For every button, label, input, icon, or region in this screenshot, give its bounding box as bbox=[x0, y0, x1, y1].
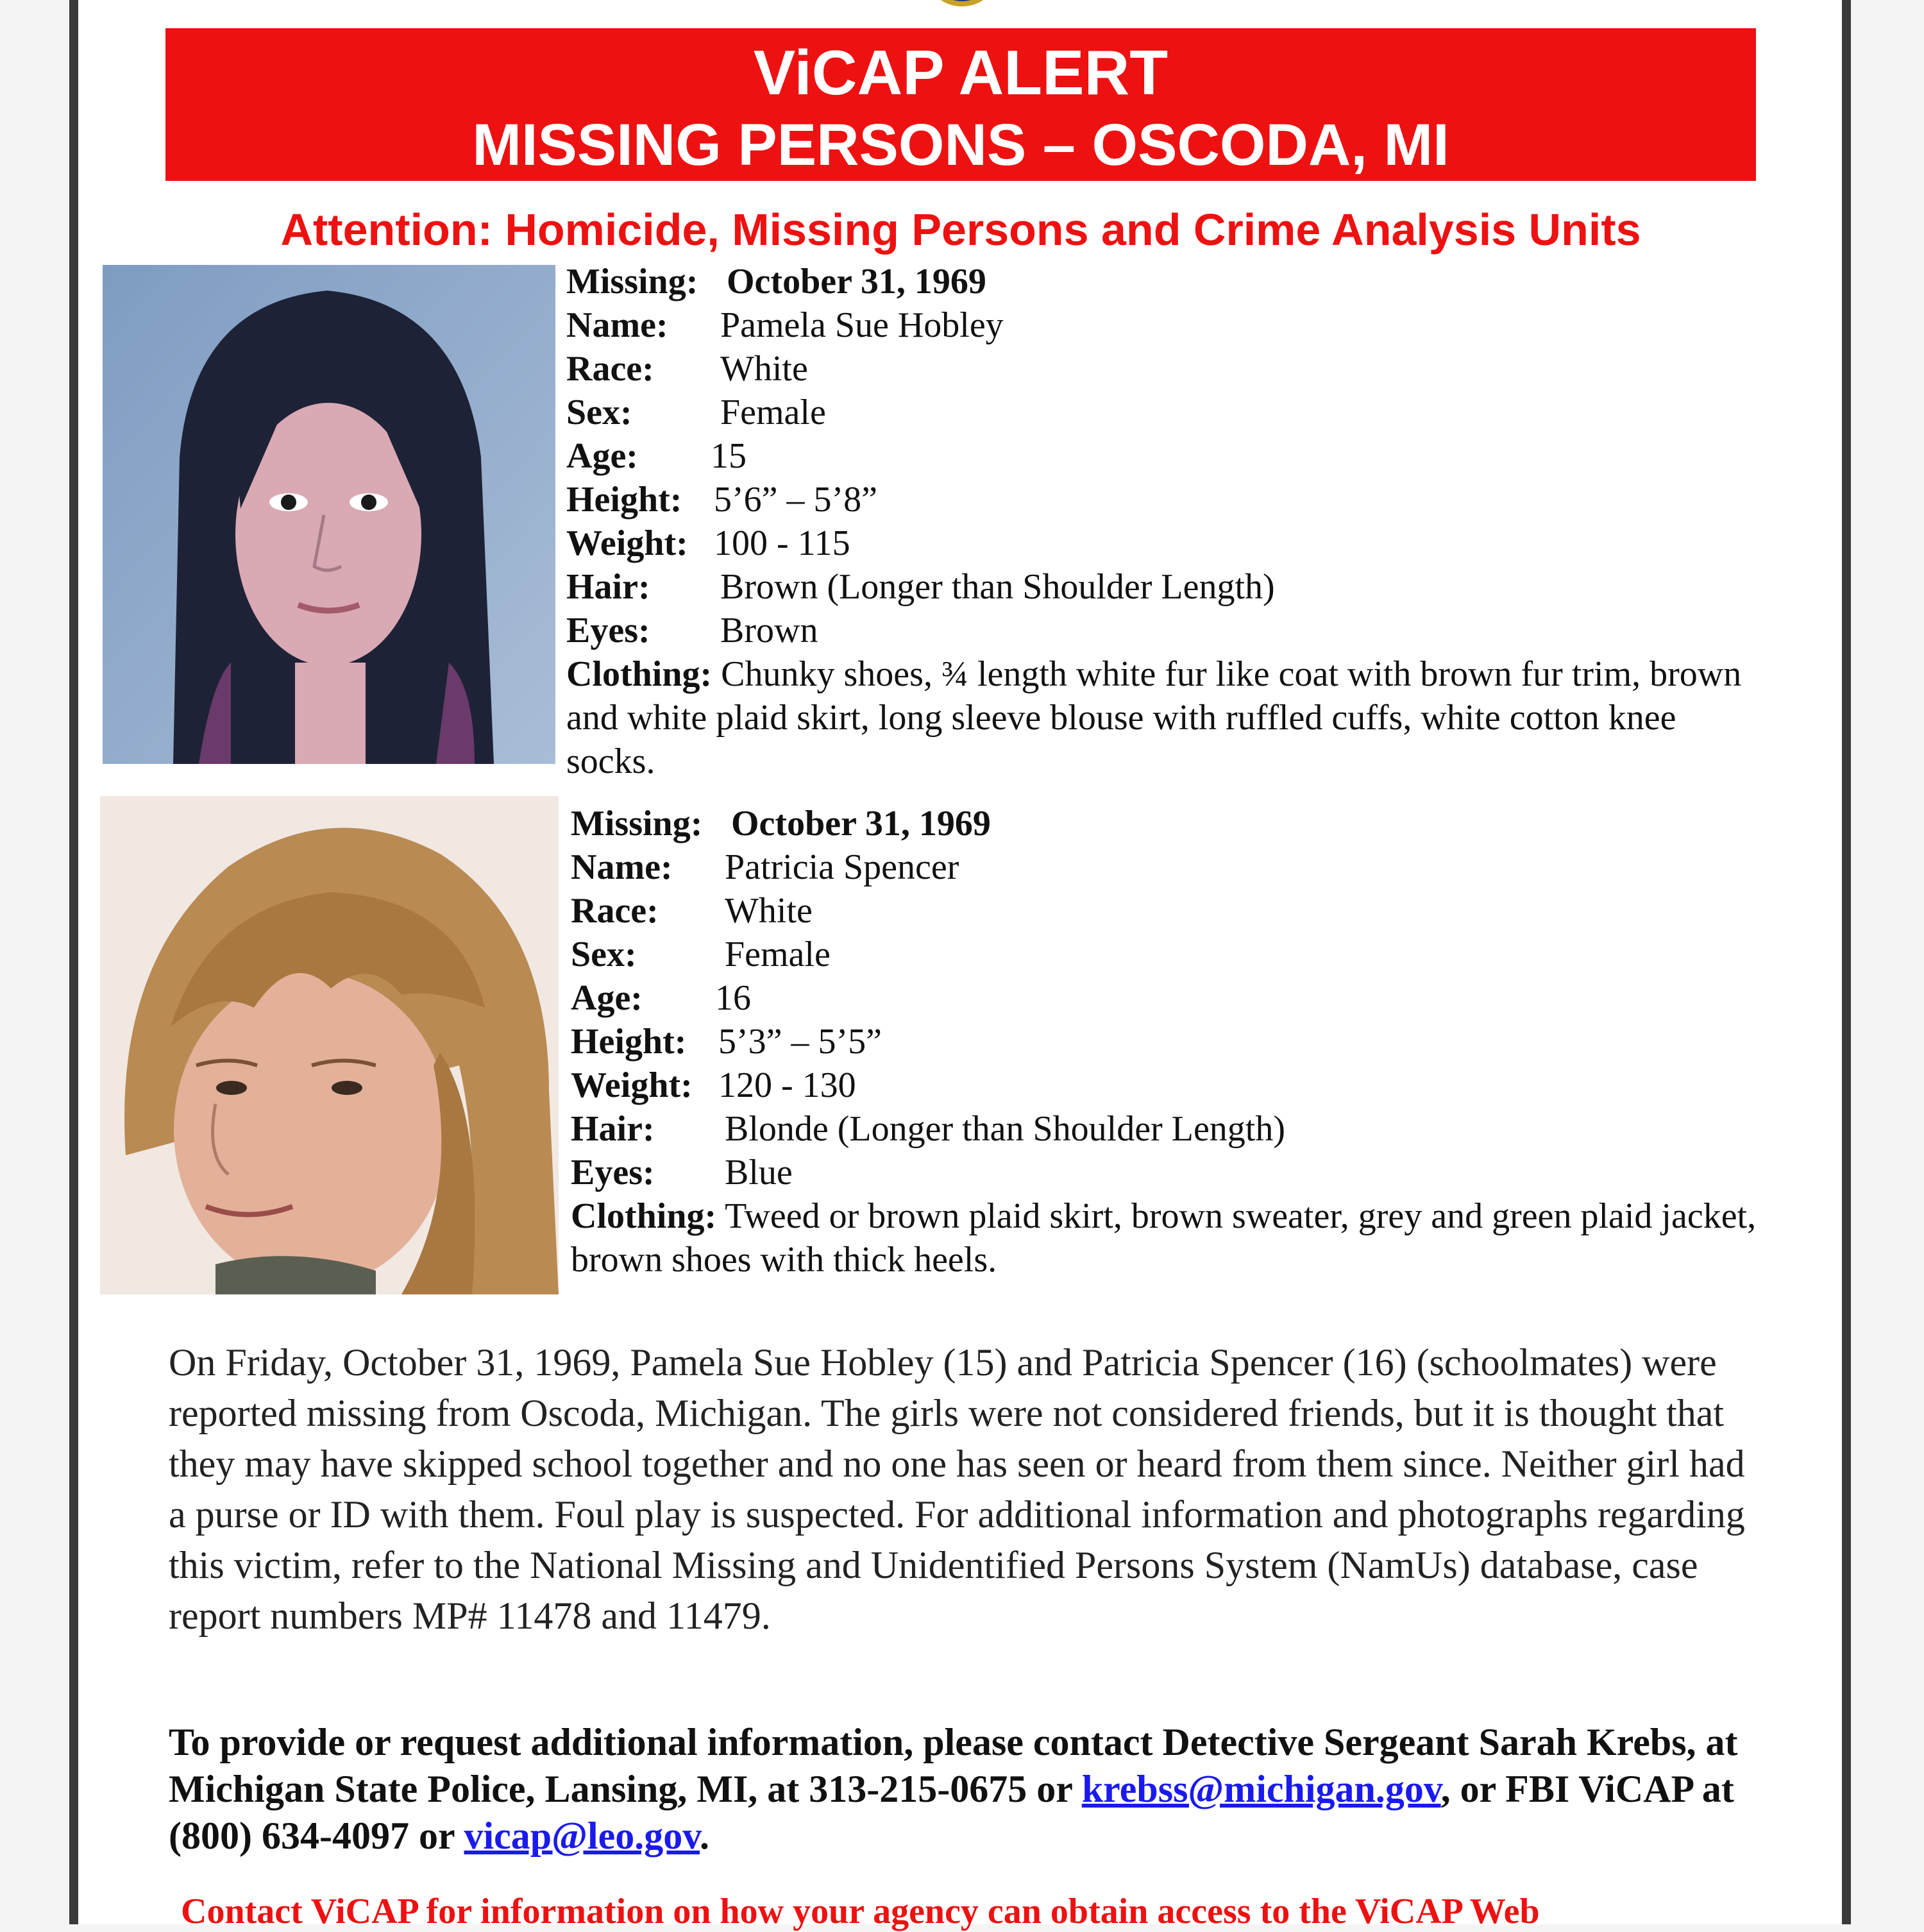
fbi-seal-icon bbox=[927, 0, 997, 8]
hair-label: Hair: bbox=[566, 567, 650, 607]
eyes-value: Brown bbox=[720, 611, 818, 650]
alert-subtitle: MISSING PERSONS – OSCODA, MI bbox=[472, 112, 1449, 178]
age-label: Age: bbox=[566, 436, 638, 476]
contact-text-middle: , or FBI ViCAP at (800) 634-4097 or bbox=[169, 1768, 1734, 1857]
sex-value: Female bbox=[725, 935, 831, 974]
height-value: 5’3” – 5’5” bbox=[718, 1022, 882, 1062]
sex-label: Sex: bbox=[566, 393, 632, 432]
contact-paragraph bbox=[169, 1719, 1759, 1860]
clothing-value: Chunky shoes, ¾ length white fur like coat with brown fur trim, brown and white plaid skirt, long sleeve blouse with ruffled cuffs, white cotton knee socks. bbox=[566, 654, 1742, 781]
photo-patricia-spencer bbox=[100, 796, 559, 1294]
missing-label: Missing: bbox=[571, 804, 703, 843]
name-value: Pamela Sue Hobley bbox=[720, 305, 1004, 345]
case-summary-paragraph: On Friday, October 31, 1969, Pamela Sue Hobley (15) and Patricia Spencer (16) (schoolmates) were reported missing from Oscoda, Michigan. The girls were not considered friends, but it is thought that they may have skipped school together and no one has seen or heard from them since. Neither girl had a purse or ID with them. Foul play is suspected. For additional information and photographs regarding this victim, refer to the National Missing and Unidentified Persons System (NamUs) database, case report numbers MP# 11478 and 11479. bbox=[169, 1341, 1745, 1637]
race-value: White bbox=[720, 349, 808, 389]
page-border-right bbox=[1842, 0, 1851, 1924]
clothing-description bbox=[566, 652, 1766, 783]
weight-label: Weight: bbox=[566, 523, 688, 563]
height-label: Height: bbox=[571, 1022, 687, 1062]
email-link-vicap[interactable]: vicap@leo.gov bbox=[464, 1815, 700, 1857]
alert-banner bbox=[165, 28, 1756, 181]
sex-label: Sex: bbox=[571, 935, 637, 974]
height-label: Height: bbox=[566, 480, 682, 520]
footer-notice: Contact ViCAP for information on how your agency can obtain access to the ViCAP Web bbox=[181, 1892, 1540, 1931]
missing-date: October 31, 1969 bbox=[731, 804, 991, 843]
clothing-label: Clothing: bbox=[566, 654, 713, 694]
sex-value: Female bbox=[720, 393, 826, 432]
weight-label: Weight: bbox=[571, 1065, 693, 1105]
clothing-label: Clothing: bbox=[571, 1196, 717, 1236]
hair-value: Blonde (Longer than Shoulder Length) bbox=[725, 1109, 1286, 1149]
missing-date: October 31, 1969 bbox=[727, 262, 986, 301]
name-label: Name: bbox=[566, 305, 668, 345]
clothing-value: Tweed or brown plaid skirt, brown sweater, grey and green plaid jacket, brown shoes with thick heels. bbox=[571, 1196, 1757, 1280]
race-value: White bbox=[725, 891, 813, 931]
hair-label: Hair: bbox=[571, 1109, 655, 1149]
race-label: Race: bbox=[571, 891, 659, 931]
race-label: Race: bbox=[566, 349, 654, 389]
age-value: 15 bbox=[711, 436, 747, 476]
eyes-label: Eyes: bbox=[571, 1153, 655, 1192]
name-label: Name: bbox=[571, 847, 673, 887]
alert-title: ViCAP ALERT bbox=[753, 37, 1169, 108]
contact-text-after: . bbox=[699, 1815, 709, 1857]
details-patricia-spencer bbox=[571, 802, 1770, 1282]
details-pamela-hobley bbox=[566, 260, 1766, 783]
eyes-label: Eyes: bbox=[566, 611, 650, 650]
photo-pamela-hobley bbox=[103, 265, 555, 764]
attention-line: Attention: Homicide, Missing Persons and Crime Analysis Units bbox=[280, 205, 1641, 255]
eyes-value: Blue bbox=[725, 1153, 793, 1192]
age-label: Age: bbox=[571, 978, 643, 1018]
weight-value: 100 - 115 bbox=[714, 523, 850, 563]
age-value: 16 bbox=[715, 978, 751, 1018]
weight-value: 120 - 130 bbox=[718, 1065, 856, 1105]
contact-text-before: To provide or request additional information, please contact Detective Sergeant Sarah Krebs, at Michigan State Police, Lansing, MI, at 313-215-0675 or bbox=[169, 1721, 1738, 1810]
height-value: 5’6” – 5’8” bbox=[714, 480, 878, 520]
clothing-description bbox=[571, 1194, 1770, 1282]
email-link-krebss[interactable]: krebss@michigan.gov bbox=[1081, 1768, 1441, 1810]
missing-label: Missing: bbox=[566, 262, 698, 301]
page-border-left bbox=[69, 0, 78, 1924]
hair-value: Brown (Longer than Shoulder Length) bbox=[720, 567, 1275, 607]
name-value: Patricia Spencer bbox=[725, 847, 959, 887]
